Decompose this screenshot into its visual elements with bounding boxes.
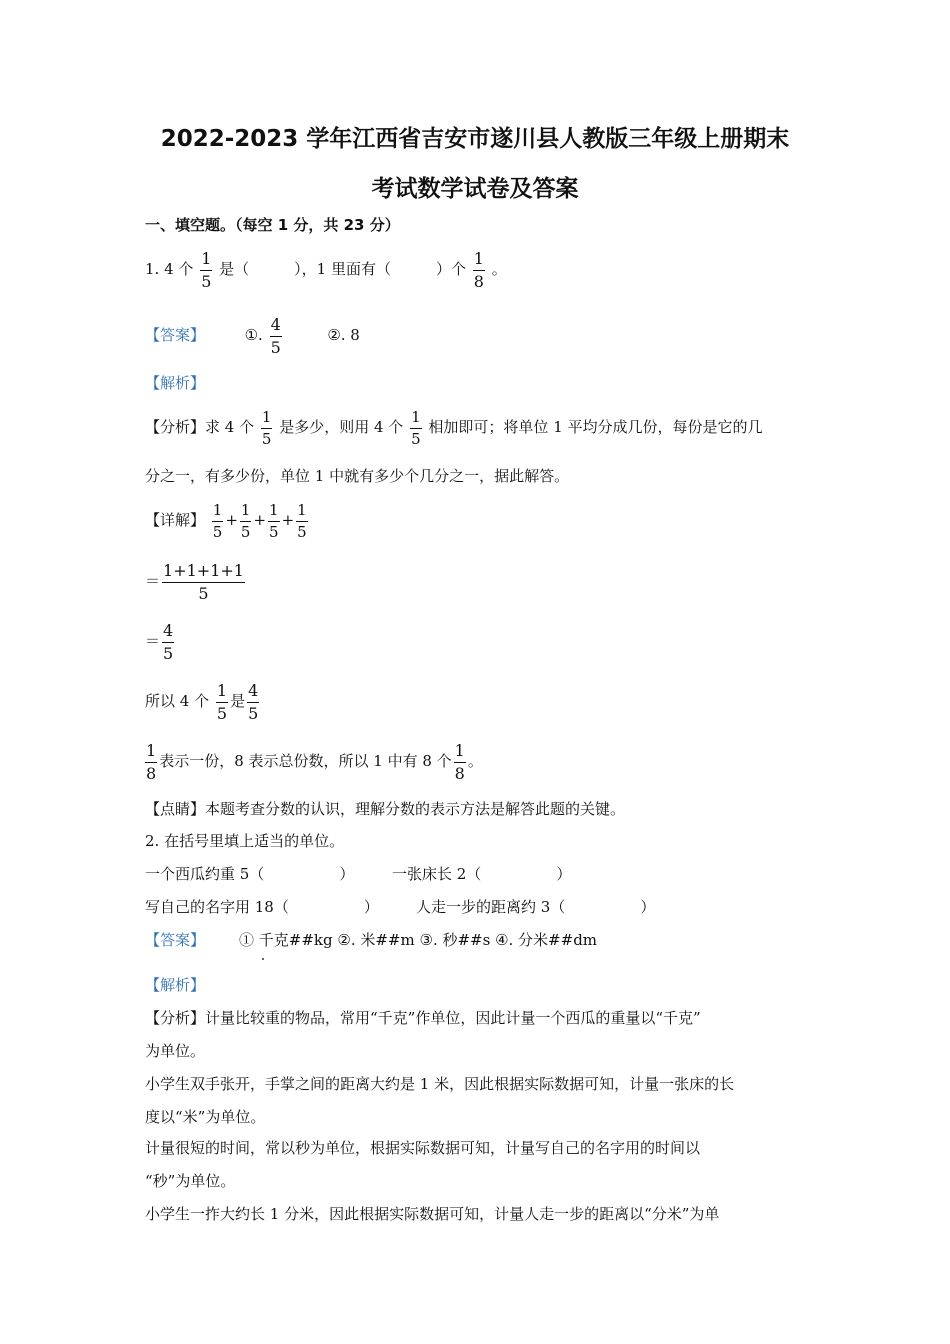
analysis-1-line1: 【分析】求 4 个 $\frac{1}{5}$ 是多少，则用 4 个 $\frac{1}{5}$ 相加即可；将单位 1 平均分成几份，每份是它的几 <box>145 408 763 448</box>
analysis-1-line2: 分之一，有多少份，单位 1 中就有多少个几分之一，据此解答。 <box>145 467 570 485</box>
fraction: $\frac{1}{5}$ <box>297 501 307 541</box>
stray-dot <box>262 958 264 960</box>
question-2-row1b: 一张床长 2（ ） <box>392 865 572 883</box>
fraction: $\frac{1}{5}$ <box>411 408 421 448</box>
fraction: $\frac{1}{8}$ <box>146 741 157 783</box>
answer-2: 【答案】 ① 千克##kg ②. 米##m ③. 秒##s ④. 分米##dm <box>145 931 598 949</box>
question-2-stem: 2. 在括号里填上适当的单位。 <box>145 832 345 850</box>
analysis-2-line5: 计量很短的时间，常以秒为单位，根据实际数据可知，计量写自己的名字用的时间以 <box>145 1139 701 1157</box>
fraction: $\frac{1}{5}$ <box>269 501 279 541</box>
question-1: 1. 4 个 $\frac{1}{5}$ 是（ ），1 里面有（ ）个 $\frac{1}{8}$ 。 <box>145 249 507 291</box>
fraction: $\frac{4}{5}$ <box>270 315 281 357</box>
answer-label: 【答案】 <box>145 326 206 345</box>
analysis-2-line2: 为单位。 <box>145 1042 206 1060</box>
analysis-2-line3: 小学生双手张开，手掌之间的距离大约是 1 米，因此根据实际数据可知，计量一张床的长 <box>145 1075 735 1093</box>
section-heading: 一、填空题。（每空 1 分，共 23 分） <box>145 216 400 234</box>
analysis-2-line4: 度以“米”为单位。 <box>145 1108 266 1126</box>
answer-label: 【答案】 <box>145 931 206 949</box>
analysis-2-line7: 小学生一拃大约长 1 分米，因此根据实际数据可知，计量人走一步的距离以“分米”为单 <box>145 1205 720 1223</box>
fraction: $\frac{1}{5}$ <box>201 249 212 291</box>
fraction: $\frac{4}{5}$ <box>248 681 259 723</box>
detail-step3: ＝ $\frac{4}{5}$ <box>145 621 174 663</box>
question-2-row2a: 写自己的名字用 18（ ） <box>145 898 379 916</box>
fraction: $\frac{1}{5}$ <box>240 501 251 541</box>
fraction: $\frac{1}{5}$ <box>212 501 223 541</box>
question-2-row2b: 人走一步的距离约 3（ ） <box>416 898 656 916</box>
analysis-label-2: 【解析】 <box>145 976 206 994</box>
fraction: $\frac{1+1+1+1}{5}$ <box>163 561 244 603</box>
fraction: $\frac{1}{8}$ <box>454 741 465 783</box>
analysis-2-line6: “秒”为单位。 <box>145 1172 236 1190</box>
detail-step2: ＝ $\frac{1+1+1+1}{5}$ <box>145 561 244 603</box>
analysis-label: 【解析】 <box>145 374 206 392</box>
document-title-line2: 考试数学试卷及答案 <box>371 176 579 202</box>
document-title-line1: 2022-2023 学年江西省吉安市遂川县人教版三年级上册期末 <box>160 126 790 152</box>
conclusion-1: 所以 4 个 $\frac{1}{5}$ 是 $\frac{4}{5}$ <box>145 681 259 723</box>
fraction: $\frac{1}{5}$ <box>216 681 228 723</box>
key-point: 【点睛】本题考查分数的认识，理解分数的表示方法是解答此题的关键。 <box>145 800 626 818</box>
detail-sum: 【详解】 $\frac{1}{5}$ + $\frac{1}{5}$ + $\frac{1}{5}$ + $\frac{1}{5}$ <box>145 501 307 541</box>
answer-1: 【答案】 ①. $\frac{4}{5}$ ②. 8 <box>145 315 360 357</box>
fraction: $\frac{4}{5}$ <box>163 621 174 663</box>
question-2-row1a: 一个西瓜约重 5（ ） <box>145 865 355 883</box>
analysis-2-line1: 【分析】计量比较重的物品，常用“千克”作单位，因此计量一个西瓜的重量以“千克” <box>145 1009 701 1027</box>
conclusion-2: $\frac{1}{8}$ 表示一份，8 表示总份数，所以 1 中有 8 个 $\frac{1}{8}$ 。 <box>146 741 483 783</box>
fraction: $\frac{1}{8}$ <box>473 249 484 291</box>
fraction: $\frac{1}{5}$ <box>261 408 272 448</box>
